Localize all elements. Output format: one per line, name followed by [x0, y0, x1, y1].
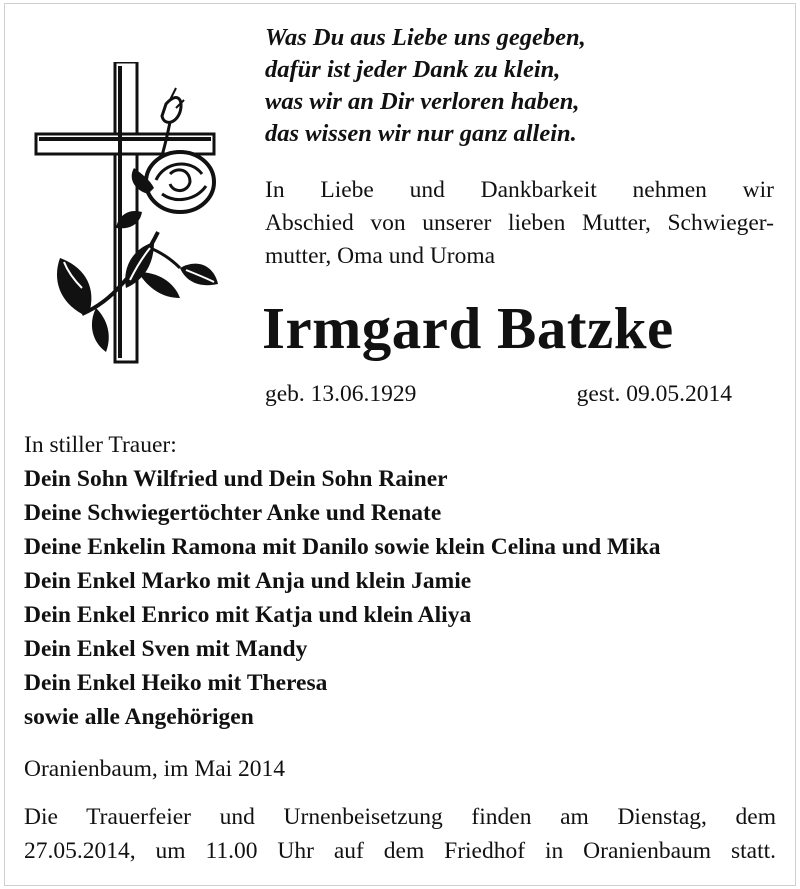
poem-line: was wir an Dir verloren haben, [265, 88, 580, 115]
funeral-info [24, 800, 776, 868]
poem-line: Was Du aus Liebe uns gegeben, [265, 24, 586, 51]
farewell-intro [265, 174, 774, 273]
intro-line: In Liebe und Dankbarkeit nehmen wir [265, 177, 774, 203]
birth-date: geb. 13.06.1929 [265, 381, 417, 407]
death-date: gest. 09.05.2014 [576, 381, 732, 407]
mourners-list [24, 428, 784, 734]
mourner-line: Dein Enkel Heiko mit Theresa [24, 670, 328, 696]
poem [265, 22, 785, 150]
mourner-line: sowie alle Angehörigen [24, 704, 254, 730]
funeral-line: 27.05.2014, um 11.00 Uhr auf dem Friedhof in Oranienbaum statt. [24, 838, 776, 864]
mourner-line: Dein Enkel Enrico mit Katja und klein Aliya [24, 602, 472, 628]
cross-with-rose-icon [30, 62, 220, 367]
mourner-line: Deine Enkelin Ramona mit Danilo sowie klein Celina und Mika [24, 534, 661, 560]
life-dates [265, 378, 732, 410]
mourner-line: Dein Sohn Wilfried und Dein Sohn Rainer [24, 466, 448, 492]
mourners-heading: In stiller Trauer: [24, 432, 177, 458]
poem-line: das wissen wir nur ganz allein. [265, 120, 577, 147]
mourner-line: Deine Schwiegertöchter Anke und Renate [24, 500, 442, 526]
deceased-name: Irmgard Batzke [262, 295, 674, 361]
poem-line: dafür ist jeder Dank zu klein, [265, 56, 561, 83]
intro-line: Abschied von unserer lieben Mutter, Schwieger- [265, 210, 774, 236]
intro-line: mutter, Oma und Uroma [265, 243, 496, 269]
mourner-line: Dein Enkel Marko mit Anja und klein Jamie [24, 568, 472, 594]
place-and-date: Oranienbaum, im Mai 2014 [24, 756, 286, 782]
mourner-line: Dein Enkel Sven mit Mandy [24, 636, 308, 662]
funeral-line: Die Trauerfeier und Urnenbeisetzung finden am Dienstag, dem [24, 804, 776, 830]
